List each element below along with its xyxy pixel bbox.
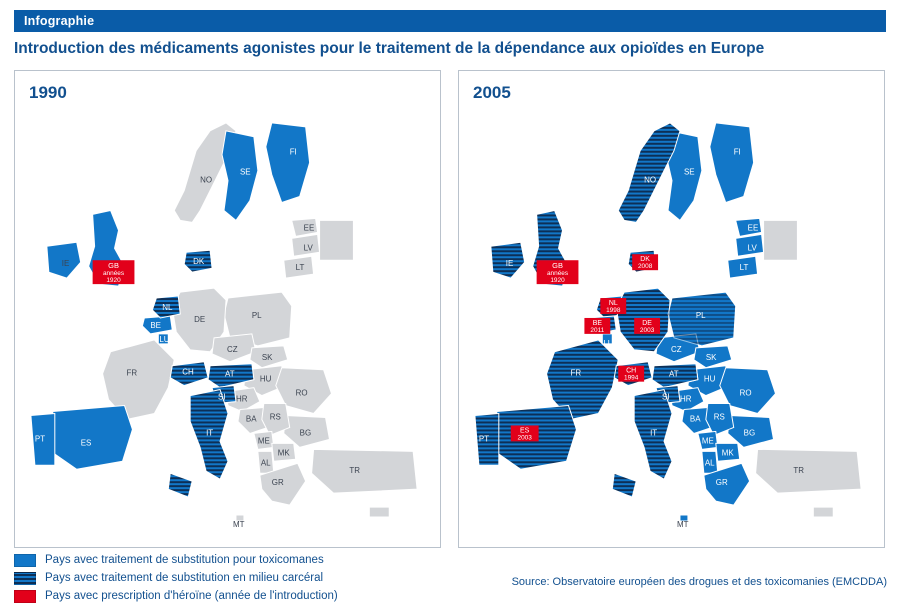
svg-text:EE: EE (303, 223, 315, 233)
legend-swatch-blue (14, 554, 36, 567)
svg-text:SK: SK (705, 352, 717, 362)
svg-text:MK: MK (721, 448, 734, 458)
svg-text:DK: DK (640, 256, 650, 264)
map-canvas-2005 (459, 71, 884, 547)
svg-text:FI: FI (733, 147, 741, 157)
svg-text:années: années (546, 270, 569, 278)
svg-text:AT: AT (225, 369, 235, 379)
svg-text:CZ: CZ (671, 344, 682, 354)
svg-text:MK: MK (277, 448, 290, 458)
panel-year-2005: 2005 (473, 83, 511, 102)
svg-text:CZ: CZ (227, 344, 238, 354)
svg-text:HU: HU (259, 374, 272, 384)
map-panel-1990 (14, 70, 441, 548)
svg-text:FI: FI (289, 147, 297, 157)
svg-text:1920: 1920 (550, 277, 565, 285)
svg-text:LU: LU (159, 334, 170, 344)
svg-text:DE: DE (642, 319, 652, 327)
svg-text:RS: RS (269, 412, 281, 422)
legend-item-heroin (14, 588, 534, 605)
svg-text:BE: BE (592, 319, 602, 327)
legend-label-prison: Pays avec traitement de substitution en milieu carcéral (45, 572, 324, 585)
svg-text:1920: 1920 (106, 277, 121, 285)
svg-text:BG: BG (299, 428, 312, 438)
svg-text:RS: RS (713, 412, 725, 422)
svg-text:SE: SE (683, 167, 695, 177)
source-note: Source: Observatoire européen des drogues et des toxicomanies (EMCDDA) (511, 576, 887, 588)
svg-text:AT: AT (669, 369, 679, 379)
svg-text:RO: RO (739, 388, 752, 398)
svg-text:LT: LT (739, 263, 749, 273)
map-panel-2005 (458, 70, 885, 548)
svg-text:PT: PT (34, 434, 46, 444)
ribbon-label: Infographie (24, 14, 95, 28)
panel-year-1990: 1990 (29, 83, 67, 102)
legend-label-substitution: Pays avec traitement de substitution pour toxicomanes (45, 554, 324, 567)
svg-text:TR: TR (349, 466, 361, 476)
svg-text:2011: 2011 (590, 326, 605, 334)
svg-text:MT: MT (676, 519, 689, 529)
page-title: Introduction des médicaments agonistes pour le traitement de la dépendance aux opioïdes en Europe (14, 40, 765, 57)
svg-text:2008: 2008 (637, 263, 653, 271)
svg-text:SI: SI (218, 392, 226, 402)
svg-text:BA: BA (245, 414, 257, 424)
svg-text:GR: GR (715, 478, 728, 488)
svg-text:ME: ME (701, 436, 714, 446)
svg-text:2003: 2003 (517, 434, 532, 442)
svg-text:FR: FR (126, 368, 138, 378)
svg-text:NL: NL (162, 302, 173, 312)
grey-countries-group-2005 (756, 220, 862, 517)
svg-text:GR: GR (271, 478, 284, 488)
svg-text:ES: ES (80, 438, 92, 448)
svg-text:HR: HR (679, 394, 692, 404)
heroin-marker-gb-1990 (93, 260, 135, 284)
legend-label-heroin: Pays avec prescription d'héroïne (année de l'introduction) (45, 590, 338, 603)
europe-map-2005 (459, 71, 884, 547)
svg-text:IT: IT (206, 428, 214, 438)
svg-text:SI: SI (662, 392, 670, 402)
svg-text:DK: DK (193, 257, 205, 267)
svg-text:IT: IT (650, 428, 658, 438)
svg-text:PT: PT (478, 434, 490, 444)
svg-text:AL: AL (260, 458, 271, 468)
svg-text:1994: 1994 (624, 374, 639, 382)
legend-item-substitution (14, 552, 534, 569)
svg-text:HR: HR (235, 394, 248, 404)
svg-text:PL: PL (251, 310, 262, 320)
svg-text:HU: HU (703, 374, 716, 384)
svg-text:BA: BA (689, 414, 701, 424)
europe-map-1990 (15, 71, 440, 547)
svg-text:GB: GB (552, 261, 563, 271)
svg-text:NO: NO (200, 175, 213, 185)
svg-text:DE: DE (194, 314, 206, 324)
legend-swatch-hatched (14, 572, 36, 585)
svg-text:LT: LT (295, 263, 305, 273)
map-canvas-1990 (15, 71, 440, 547)
svg-text:LU: LU (603, 338, 614, 348)
svg-text:2003: 2003 (639, 326, 655, 334)
legend-swatch-red (14, 590, 36, 603)
svg-text:RO: RO (295, 388, 308, 398)
svg-text:LV: LV (303, 243, 313, 253)
svg-text:NO: NO (644, 175, 657, 185)
svg-text:NL: NL (608, 300, 618, 308)
svg-text:BE: BE (150, 320, 161, 330)
svg-text:LV: LV (747, 243, 757, 253)
svg-text:CH: CH (182, 367, 194, 377)
svg-text:TR: TR (793, 466, 805, 476)
svg-text:IE: IE (505, 259, 514, 269)
svg-text:AL: AL (704, 458, 715, 468)
svg-text:MT: MT (232, 519, 245, 529)
svg-text:BG: BG (743, 428, 756, 438)
svg-text:CH: CH (626, 367, 637, 375)
header-ribbon (14, 10, 886, 32)
svg-text:1998: 1998 (606, 306, 621, 314)
svg-text:ME: ME (257, 436, 270, 446)
svg-text:GB: GB (108, 261, 119, 271)
svg-text:années: années (102, 270, 125, 278)
svg-text:SK: SK (261, 352, 273, 362)
svg-text:EE: EE (747, 223, 759, 233)
svg-text:FR: FR (570, 368, 582, 378)
svg-text:PL: PL (695, 310, 706, 320)
svg-text:ES: ES (520, 427, 530, 435)
svg-text:IE: IE (61, 259, 70, 269)
legend-item-prison (14, 570, 534, 587)
svg-text:SE: SE (239, 167, 251, 177)
legend (14, 552, 534, 606)
